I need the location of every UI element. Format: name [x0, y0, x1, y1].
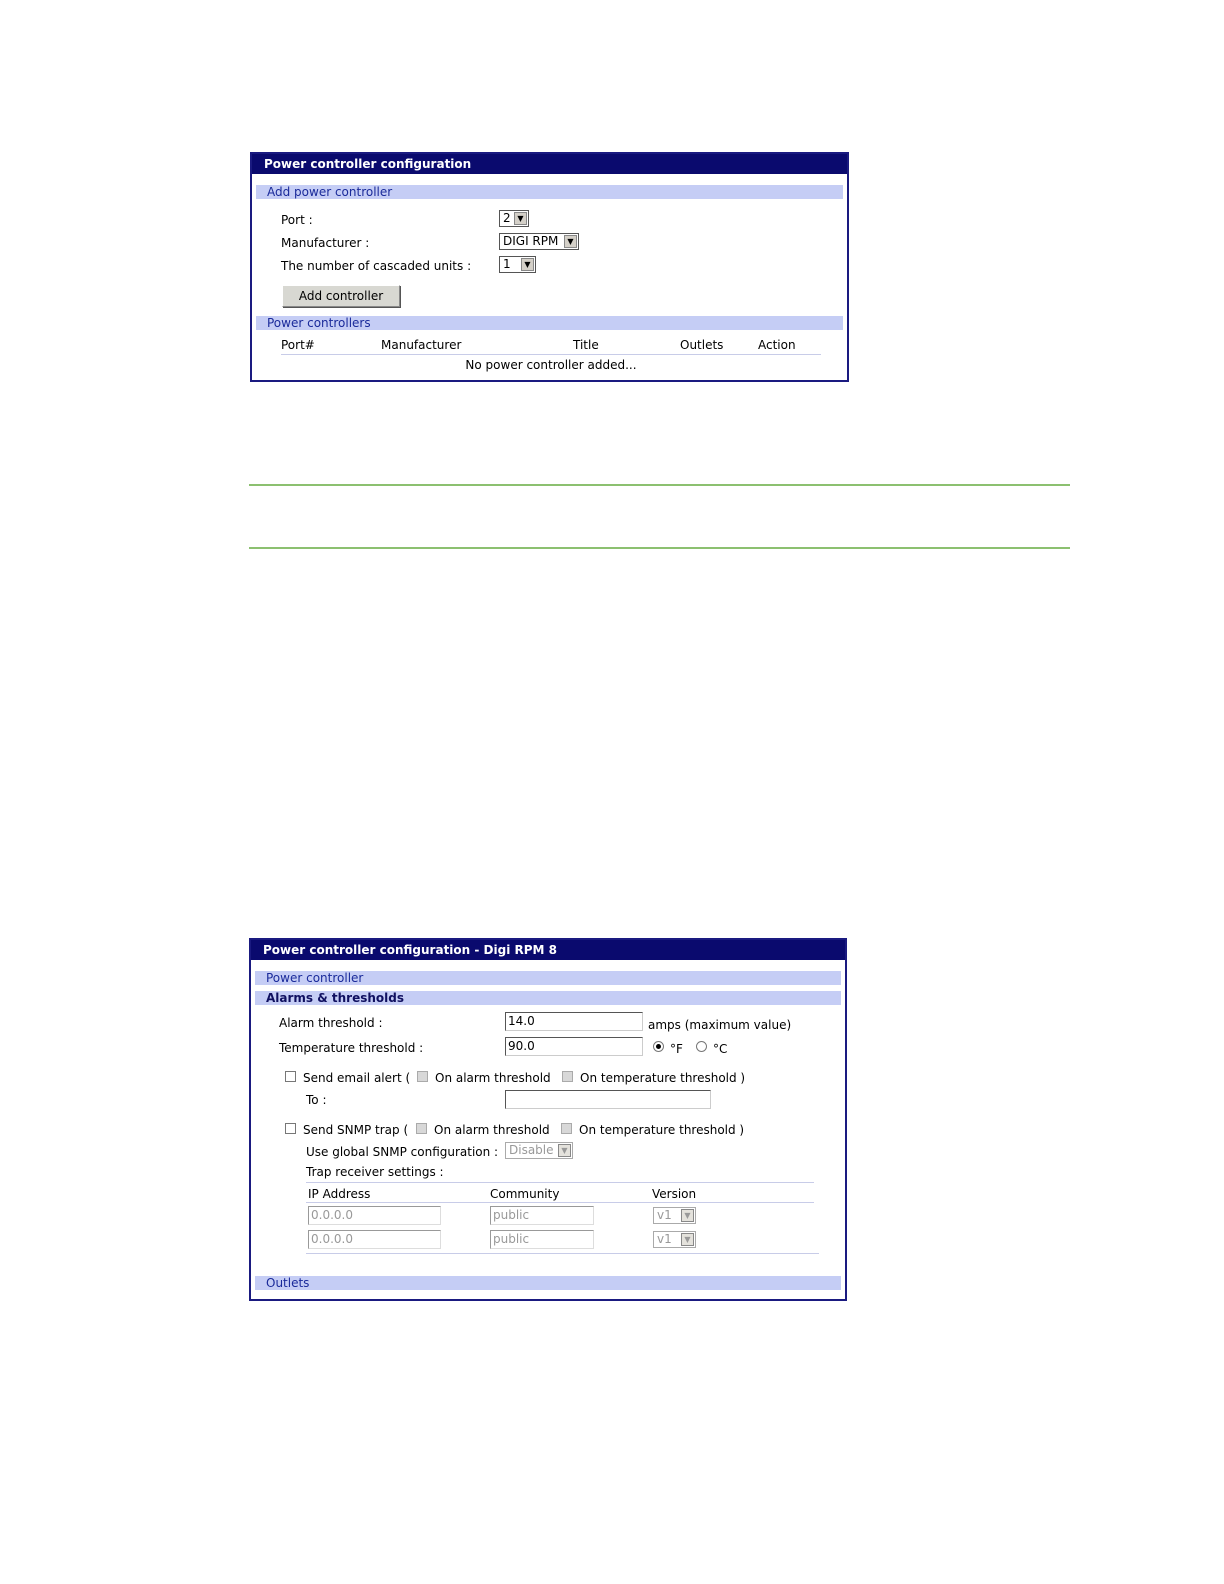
temperature-threshold-label: Temperature threshold : — [279, 1041, 424, 1055]
section-outlets[interactable]: Outlets — [255, 1276, 841, 1290]
email-to-label: To : — [306, 1093, 327, 1107]
trap-row-2-ip-input[interactable]: 0.0.0.0 — [308, 1230, 441, 1249]
email-to-input[interactable] — [505, 1090, 711, 1109]
chevron-down-icon: ▼ — [564, 235, 577, 248]
manufacturer-label: Manufacturer : — [281, 236, 370, 250]
fahrenheit-radio[interactable] — [653, 1041, 664, 1052]
alarm-unit: amps (maximum value) — [648, 1018, 792, 1032]
column-header-manufacturer: Manufacturer — [381, 338, 462, 352]
snmp-on-alarm-checkbox[interactable] — [416, 1123, 427, 1134]
global-snmp-value: Disable — [509, 1143, 554, 1157]
global-snmp-select[interactable] — [505, 1142, 573, 1159]
global-snmp-label: Use global SNMP configuration : — [306, 1145, 499, 1159]
trap-row-1-version-value: v1 — [657, 1208, 672, 1222]
digi-rpm-config-panel — [249, 938, 847, 1301]
email-on-alarm-label: On alarm threshold — [435, 1071, 551, 1085]
manufacturer-select-value: DIGI RPM — [503, 234, 559, 248]
alarm-threshold-label: Alarm threshold : — [279, 1016, 383, 1030]
chevron-down-icon: ▼ — [681, 1209, 694, 1222]
alarm-threshold-input[interactable]: 14.0 — [505, 1012, 643, 1031]
fahrenheit-label: °F — [670, 1042, 683, 1056]
trap-row-1-community-input[interactable]: public — [490, 1206, 594, 1225]
send-email-alert-label: Send email alert ( — [303, 1071, 411, 1085]
trap-receiver-label: Trap receiver settings : — [306, 1165, 444, 1179]
table-divider — [281, 354, 821, 355]
cascaded-units-label: The number of cascaded units : — [281, 259, 472, 273]
note-rule-bottom — [249, 547, 1070, 549]
panel-title: Power controller configuration - Digi RPM 8 — [251, 940, 845, 960]
send-snmp-trap-checkbox[interactable] — [285, 1123, 296, 1134]
chevron-down-icon: ▼ — [521, 258, 534, 271]
trap-header-divider — [306, 1202, 814, 1203]
note-rule-top — [249, 484, 1070, 486]
send-snmp-trap-label: Send SNMP trap ( — [303, 1123, 409, 1137]
chevron-down-icon: ▼ — [514, 212, 527, 225]
empty-list-message: No power controller added... — [465, 358, 637, 372]
trap-row-1-ip-input[interactable]: 0.0.0.0 — [308, 1206, 441, 1225]
send-email-alert-checkbox[interactable] — [285, 1071, 296, 1082]
chevron-down-icon: ▼ — [681, 1233, 694, 1246]
cascaded-units-value: 1 — [503, 257, 511, 271]
port-label: Port : — [281, 213, 313, 227]
trap-row-2-version-value: v1 — [657, 1232, 672, 1246]
email-on-temperature-checkbox[interactable] — [562, 1071, 573, 1082]
power-controller-config-panel — [250, 152, 849, 382]
email-on-temperature-label: On temperature threshold ) — [580, 1071, 746, 1085]
section-add-power-controller[interactable]: Add power controller — [256, 185, 843, 199]
section-power-controllers[interactable]: Power controllers — [256, 316, 843, 330]
column-header-title: Title — [573, 338, 599, 352]
trap-row-2-version-select[interactable] — [653, 1231, 696, 1248]
email-on-alarm-checkbox[interactable] — [417, 1071, 428, 1082]
port-select[interactable] — [499, 210, 529, 227]
celsius-radio[interactable] — [696, 1041, 707, 1052]
column-header-port: Port# — [281, 338, 315, 352]
celsius-label: °C — [713, 1042, 728, 1056]
chevron-down-icon: ▼ — [558, 1144, 571, 1157]
manufacturer-select[interactable] — [499, 233, 579, 250]
snmp-on-temperature-label: On temperature threshold ) — [579, 1123, 745, 1137]
trap-row-1-version-select[interactable] — [653, 1207, 696, 1224]
cascaded-units-select[interactable] — [499, 256, 536, 273]
trap-table-bottom-divider — [306, 1253, 819, 1254]
trap-row-2-community-input[interactable]: public — [490, 1230, 594, 1249]
panel-title: Power controller configuration — [252, 154, 847, 174]
trap-table-top-divider — [306, 1182, 814, 1183]
add-controller-button[interactable]: Add controller — [282, 285, 400, 307]
snmp-on-alarm-label: On alarm threshold — [434, 1123, 550, 1137]
trap-column-version: Version — [652, 1187, 697, 1201]
column-header-action: Action — [758, 338, 796, 352]
trap-column-community: Community — [490, 1187, 560, 1201]
section-alarms-thresholds[interactable]: Alarms & thresholds — [255, 991, 841, 1005]
column-header-outlets: Outlets — [680, 338, 724, 352]
temperature-threshold-input[interactable]: 90.0 — [505, 1037, 643, 1056]
snmp-on-temperature-checkbox[interactable] — [561, 1123, 572, 1134]
section-power-controller[interactable]: Power controller — [255, 971, 841, 985]
trap-column-ip: IP Address — [308, 1187, 371, 1201]
port-select-value: 2 — [503, 211, 511, 225]
